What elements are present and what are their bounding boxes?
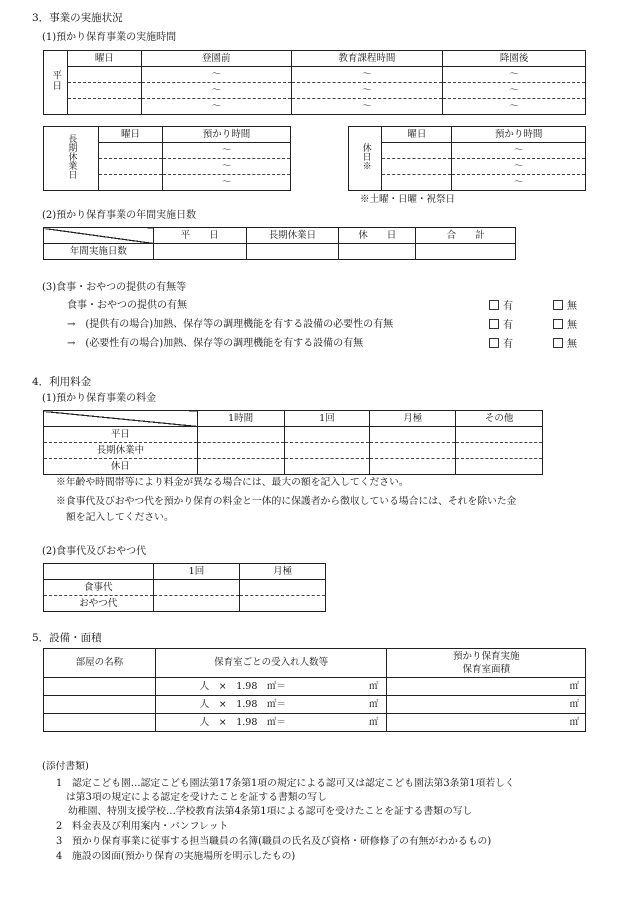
col-area: 預かり保育実施 保育室面積 — [387, 649, 586, 678]
input-cell[interactable] — [416, 244, 516, 260]
fee-cell[interactable] — [153, 580, 240, 596]
annual-days-heading: (2)預かり保育事業の年間実施日数 — [42, 210, 197, 221]
meal-heading: (2)食事代及びおやつ代 — [42, 546, 147, 557]
food-row-3-no[interactable]: 無 — [553, 338, 577, 351]
tilde[interactable]: ～ — [162, 175, 290, 191]
col-after: 降園後 — [443, 51, 586, 67]
attachment-item-3: 3 預かり保育事業に従事する担当職員の名簿(職員の氏名及び資格・研修修了の有無がわかるもの) — [56, 836, 492, 847]
holiday-note: ※土曜・日曜・祝祭日 — [360, 194, 456, 205]
fee-cell[interactable] — [370, 459, 456, 475]
checkbox-icon[interactable] — [489, 338, 499, 348]
food-row-2-yes[interactable]: 有 — [489, 319, 513, 332]
col-hour: 1時間 — [197, 411, 284, 427]
diagonal-cell — [44, 228, 154, 244]
weekday-side-label: 平日 — [44, 51, 68, 115]
food-row-1: 食事・おやつの提供の有無 — [67, 300, 187, 311]
fee-cell[interactable] — [456, 459, 543, 475]
col-day: 曜日 — [67, 51, 141, 67]
tilde[interactable]: ～ — [141, 83, 291, 99]
annual-days-table — [43, 227, 516, 260]
area-cell[interactable]: ㎡ — [387, 696, 586, 714]
col-total: 合 計 — [416, 228, 516, 244]
col-hours: 預かり時間 — [162, 127, 290, 143]
col-holiday: 休 日 — [339, 228, 416, 244]
section-5-title: 5．設備・面積 — [32, 632, 102, 644]
tilde[interactable]: ～ — [291, 83, 443, 99]
food-heading: (3)食事・おやつの提供の有無等 — [42, 282, 187, 293]
tilde[interactable]: ～ — [141, 67, 291, 83]
fee-cell[interactable] — [370, 427, 456, 443]
col-monthly: 月極 — [370, 411, 456, 427]
col-class: 教育課程時間 — [291, 51, 443, 67]
tilde[interactable]: ～ — [452, 175, 586, 191]
attachment-item-4: 4 施設の図面(預かり保育の実施場所を明示したもの) — [56, 851, 296, 862]
food-row-2-no[interactable]: 無 — [553, 319, 577, 332]
capacity-cell[interactable]: 人 × 1.98 ㎡＝ ㎡ — [155, 696, 387, 714]
col-weekday: 平 日 — [153, 228, 246, 244]
checkbox-icon[interactable] — [553, 319, 563, 329]
operating-hours-heading: (1)預かり保育事業の実施時間 — [42, 32, 177, 43]
attachment-item-2: 2 料金表及び利用案内・パンフレット — [56, 821, 229, 832]
tilde[interactable]: ～ — [443, 83, 586, 99]
holiday-hours-table — [348, 126, 586, 191]
row-annual-days: 年間実施日数 — [44, 244, 154, 260]
col-hours: 預かり時間 — [452, 127, 586, 143]
row-weekday: 平日 — [44, 427, 198, 443]
capacity-cell[interactable]: 人 × 1.98 ㎡＝ ㎡ — [155, 678, 387, 696]
fee-note-2: ※食事代及びおやつ代を預かり保育の料金と一体的に保護者から徴収している場合には、それを除いた金 — [56, 496, 517, 507]
fee-cell[interactable] — [197, 459, 284, 475]
weekday-hours-table — [43, 50, 586, 115]
section-3-title: 3．事業の実施状況 — [32, 12, 123, 24]
room-name-cell[interactable] — [44, 714, 156, 732]
attachments-title: (添付書類) — [42, 761, 89, 772]
row-snack: おやつ代 — [44, 596, 154, 612]
row-long-vacation: 長期休業中 — [44, 443, 198, 459]
day-cell[interactable] — [382, 175, 452, 191]
input-cell[interactable] — [153, 244, 246, 260]
checkbox-icon[interactable] — [489, 300, 499, 310]
col-day: 曜日 — [382, 127, 452, 143]
fee-cell[interactable] — [456, 443, 543, 459]
attachment-item-1-kindergarten: 幼稚園、特別支援学校…学校教育法第4条第1項による認可を受けたことを証する書類の写し — [68, 806, 473, 817]
col-monthly: 月極 — [240, 564, 326, 580]
tilde[interactable]: ～ — [443, 67, 586, 83]
tilde[interactable]: ～ — [162, 143, 290, 159]
tilde[interactable]: ～ — [443, 99, 586, 115]
facility-table — [43, 648, 586, 732]
row-holiday: 休日 — [44, 459, 198, 475]
day-cell[interactable] — [98, 143, 162, 159]
food-row-1-yes[interactable]: 有 — [489, 300, 513, 313]
col-other: その他 — [456, 411, 543, 427]
food-row-3: → (必要性有の場合)加熱、保存等の調理機能を有する設備の有無 — [67, 338, 364, 349]
col-day: 曜日 — [98, 127, 162, 143]
fees-heading: (1)預かり保育事業の料金 — [42, 393, 157, 404]
food-row-2: → (提供有の場合)加熱、保存等の調理機能を有する設備の必要性の有無 — [67, 319, 394, 330]
tilde[interactable]: ～ — [141, 99, 291, 115]
long-vacation-side-label: 長期休業日 — [44, 127, 99, 191]
room-name-cell[interactable] — [44, 696, 156, 714]
fee-cell[interactable] — [240, 596, 326, 612]
input-cell[interactable] — [339, 244, 416, 260]
col-before: 登園前 — [141, 51, 291, 67]
day-cell[interactable] — [67, 67, 141, 83]
tilde[interactable]: ～ — [452, 143, 586, 159]
area-cell[interactable]: ㎡ — [387, 714, 586, 732]
fee-cell[interactable] — [284, 427, 370, 443]
room-name-cell[interactable] — [44, 678, 156, 696]
food-row-1-no[interactable]: 無 — [553, 300, 577, 313]
fee-cell[interactable] — [370, 443, 456, 459]
fee-cell[interactable] — [284, 459, 370, 475]
day-cell[interactable] — [67, 99, 141, 115]
fee-note-2b: 額を記入してください。 — [66, 512, 174, 523]
col-once: 1回 — [153, 564, 240, 580]
tilde[interactable]: ～ — [452, 159, 586, 175]
section-4-title: 4．利用料金 — [32, 376, 92, 388]
blank-header — [44, 564, 154, 580]
capacity-cell[interactable]: 人 × 1.98 ㎡＝ ㎡ — [155, 714, 387, 732]
area-cell[interactable]: ㎡ — [387, 678, 586, 696]
fee-cell[interactable] — [153, 596, 240, 612]
tilde[interactable]: ～ — [291, 99, 443, 115]
food-row-3-yes[interactable]: 有 — [489, 338, 513, 351]
fee-cell[interactable] — [240, 580, 326, 596]
fee-cell[interactable] — [197, 427, 284, 443]
tilde[interactable]: ～ — [291, 67, 443, 83]
fees-table — [43, 410, 543, 475]
col-once: 1回 — [284, 411, 370, 427]
checkbox-icon[interactable] — [489, 319, 499, 329]
holiday-side-label: 休日※ — [349, 127, 382, 191]
col-capacity: 保育室ごとの受入れ人数等 — [155, 649, 387, 678]
col-long-vacation: 長期休業日 — [246, 228, 339, 244]
row-meal: 食事代 — [44, 580, 154, 596]
checkbox-icon[interactable] — [553, 300, 563, 310]
day-cell[interactable] — [67, 83, 141, 99]
day-cell[interactable] — [382, 143, 452, 159]
col-room-name: 部屋の名称 — [44, 649, 156, 678]
long-vacation-hours-table — [43, 126, 291, 191]
meal-fee-table — [43, 563, 326, 612]
fee-cell[interactable] — [197, 443, 284, 459]
attachment-item-1: 1 認定こども園…認定こども園法第17条第1項の規定による認可又は認定こども園法第3条第1項若しく — [56, 778, 515, 789]
tilde[interactable]: ～ — [162, 159, 290, 175]
fee-cell[interactable] — [456, 427, 543, 443]
day-cell[interactable] — [98, 175, 162, 191]
fee-cell[interactable] — [284, 443, 370, 459]
attachment-item-1-cont: は第3項の規定による認定を受けたことを証する書類の写し — [66, 792, 327, 803]
diagonal-cell — [44, 411, 198, 427]
checkbox-icon[interactable] — [553, 338, 563, 348]
day-cell[interactable] — [98, 159, 162, 175]
day-cell[interactable] — [382, 159, 452, 175]
input-cell[interactable] — [246, 244, 339, 260]
fee-note-1: ※年齢や時間帯等により料金が異なる場合には、最大の額を記入してください。 — [56, 477, 409, 488]
